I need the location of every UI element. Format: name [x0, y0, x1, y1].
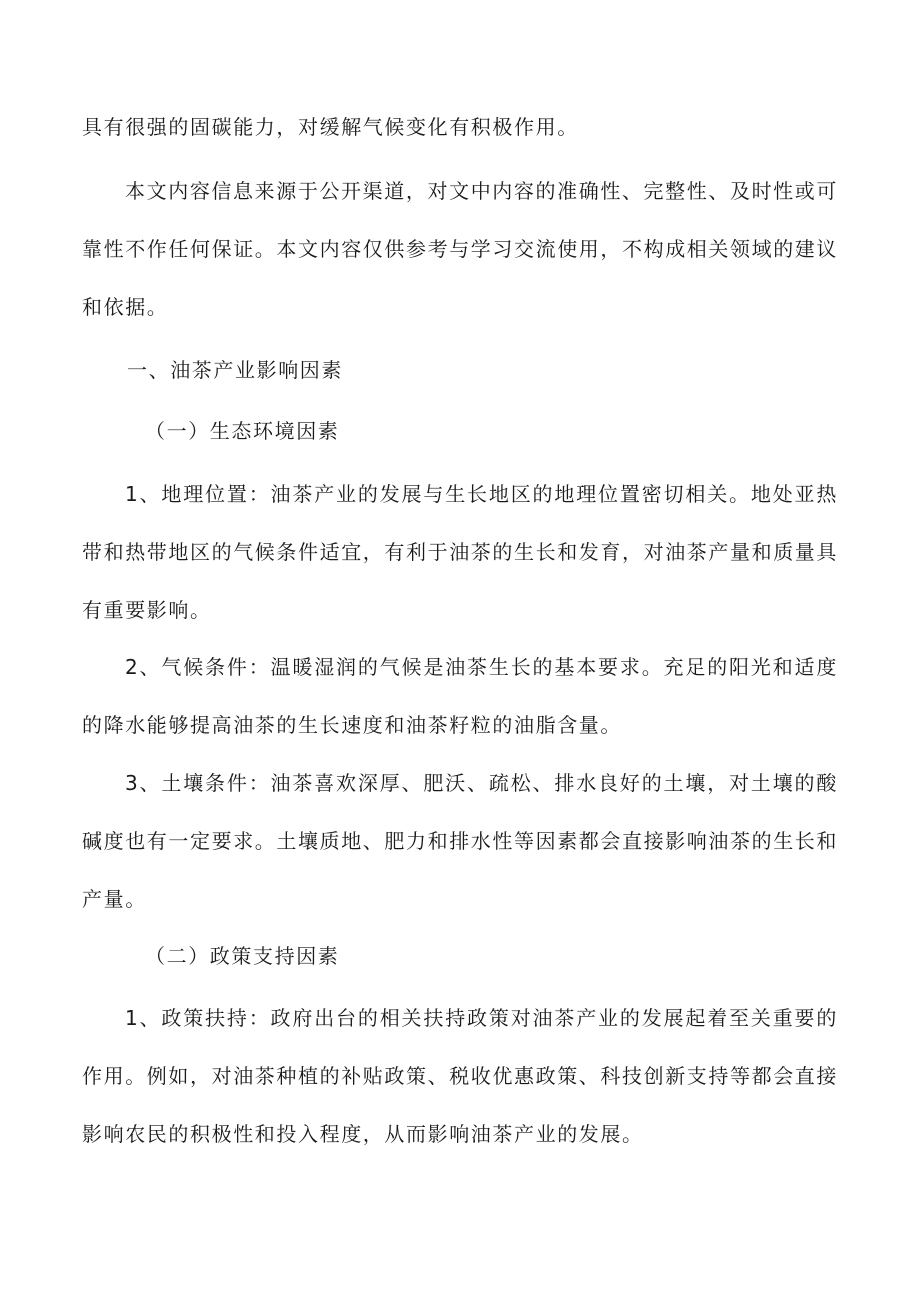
subsection-heading-policy-support: （二）政策支持因素 — [145, 944, 340, 968]
paragraph-policy-support: 1、政策扶持：政府出台的相关扶持政策对油茶产业的发展起着至关重要的作用。例如，对油茶种植的补贴政策、税收优惠政策、科技创新支持等都会直接影响农民的积极性和投入程度，从而影响油茶产业的发展。 — [82, 1006, 838, 1146]
paragraph-carbon-sequestration: 具有很强的固碳能力，对缓解气候变化有积极作用。 — [82, 115, 579, 139]
paragraph-soil-conditions: 3、土壤条件：油茶喜欢深厚、肥沃、疏松、排水良好的土壤，对土壤的酸碱度也有一定要求。土壤质地、肥力和排水性等因素都会直接影响油茶的生长和产量。 — [82, 771, 838, 911]
subsection-heading-ecological-factors: （一）生态环境因素 — [145, 419, 340, 443]
paragraph-climate-conditions: 2、气候条件：温暖湿润的气候是油茶生长的基本要求。充足的阳光和适度的降水能够提高油茶的生长速度和油茶籽粒的油脂含量。 — [82, 655, 838, 737]
section-heading-influencing-factors: 一、油茶产业影响因素 — [127, 358, 343, 382]
paragraph-disclaimer: 本文内容信息来源于公开渠道，对文中内容的准确性、完整性、及时性或可靠性不作任何保证。本文内容仅供参考与学习交流使用，不构成相关领域的建议和依据。 — [82, 179, 838, 319]
paragraph-geographic-location: 1、地理位置：油茶产业的发展与生长地区的地理位置密切相关。地处亚热带和热带地区的气候条件适宜，有利于油茶的生长和发育，对油茶产量和质量具有重要影响。 — [82, 482, 838, 622]
